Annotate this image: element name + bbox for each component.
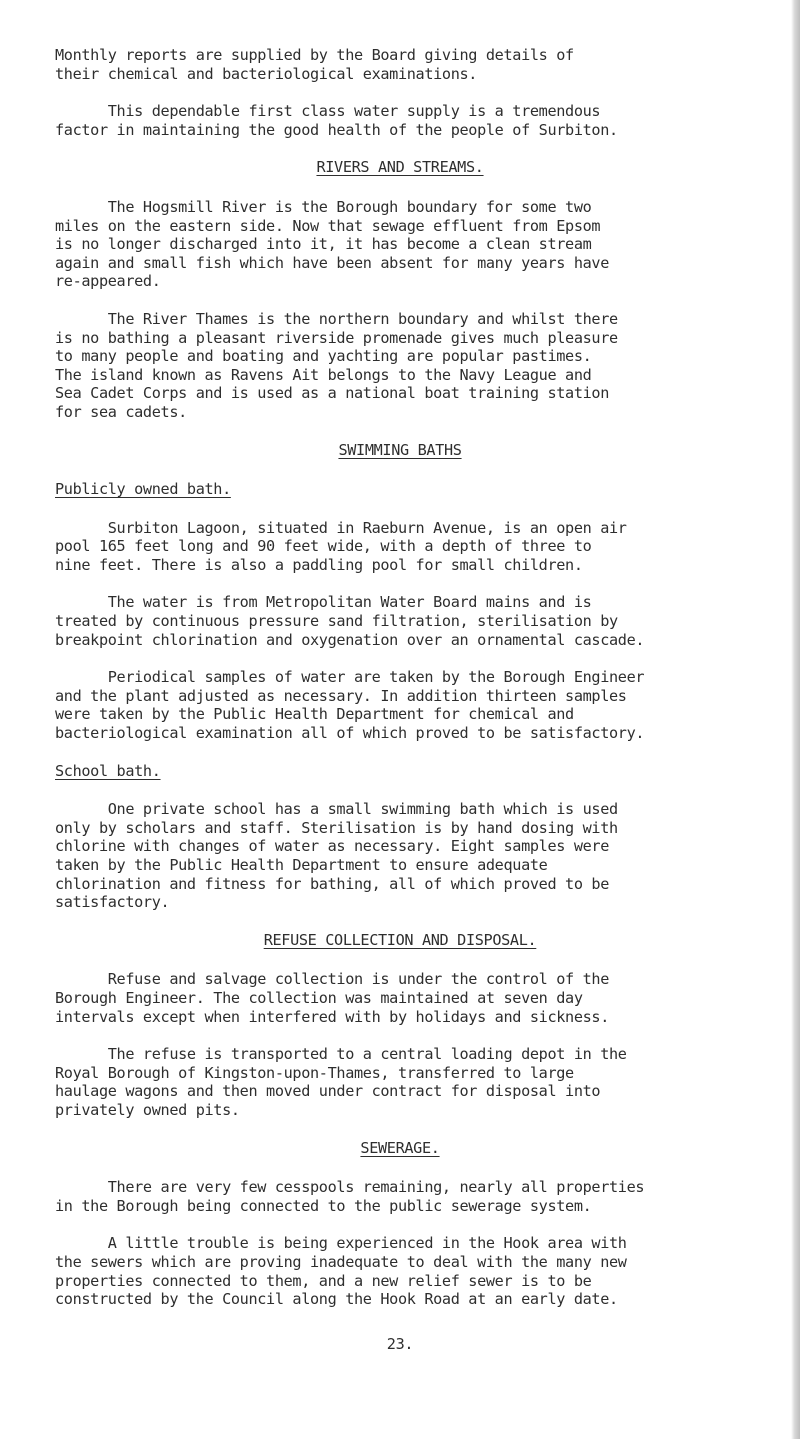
text-line: intervals except when interfered with by holidays and sickness.: [55, 1007, 610, 1026]
text-line: again and small fish which have been absent for many years have: [55, 253, 610, 272]
heading-refuse-collection: [55, 931, 745, 950]
paragraph-river-thames: [55, 310, 795, 422]
text-line: The water is from Metropolitan Water Board mains and is: [55, 593, 592, 612]
text-line: only by scholars and staff. Sterilisation is by hand dosing with: [55, 818, 618, 837]
text-line: in the Borough being connected to the public sewerage system.: [55, 1196, 592, 1215]
paragraph-water-supply: [55, 102, 795, 139]
text-line: Borough Engineer. The collection was maintained at seven day: [55, 988, 583, 1007]
heading-rivers-and-streams: [55, 158, 745, 177]
heading-text: SEWERAGE.: [360, 1138, 440, 1157]
text-line: Periodical samples of water are taken by the Borough Engineer: [55, 668, 645, 687]
text-line: constructed by the Council along the Hook Road at an early date.: [55, 1290, 618, 1309]
paragraph-periodical-samples: [55, 668, 795, 742]
subheading-publicly-owned-bath: [55, 480, 795, 499]
text-line: the sewers which are proving inadequate to deal with the many new: [55, 1252, 627, 1271]
text-line: treated by continuous pressure sand filtration, sterilisation by: [55, 612, 618, 631]
text-line: their chemical and bacteriological examinations.: [55, 64, 478, 83]
heading-text: RIVERS AND STREAMS.: [316, 158, 484, 177]
subheading-text: Publicly owned bath.: [55, 480, 231, 499]
text-line: The island known as Ravens Ait belongs to the Navy League and: [55, 365, 592, 384]
text-line: properties connected to them, and a new relief sewer is to be: [55, 1271, 592, 1290]
paragraph-hogsmill-river: [55, 198, 795, 291]
subheading-school-bath: [55, 762, 795, 781]
text-line: taken by the Public Health Department to ensure adequate: [55, 856, 548, 874]
text-line: satisfactory.: [55, 893, 170, 912]
heading-text: REFUSE COLLECTION AND DISPOSAL.: [263, 930, 537, 949]
document-page: [55, 46, 795, 1353]
heading-text: SWIMMING BATHS: [338, 440, 462, 459]
text-line: chlorination and fitness for bathing, all of which proved to be: [55, 874, 610, 893]
text-line: re-appeared.: [55, 272, 161, 291]
text-line: Royal Borough of Kingston-upon-Thames, transferred to large: [55, 1063, 574, 1082]
text-line: This dependable first class water supply is a tremendous: [55, 102, 601, 121]
text-line: The Hogsmill River is the Borough boundary for some two: [55, 197, 592, 216]
page-number: 23.: [386, 1334, 414, 1353]
text-line: pool 165 feet long and 90 feet wide, with a depth of three to: [55, 537, 592, 556]
text-line: is no bathing a pleasant riverside promenade gives much pleasure: [55, 328, 618, 347]
text-line: Monthly reports are supplied by the Board giving details of: [55, 46, 574, 64]
text-line: haulage wagons and then moved under contract for disposal into: [55, 1082, 601, 1101]
text-line: A little trouble is being experienced in the Hook area with: [55, 1234, 627, 1253]
text-line: The refuse is transported to a central loading depot in the: [55, 1045, 627, 1064]
paragraph-refuse-transport: [55, 1045, 795, 1119]
paragraph-cesspools: [55, 1178, 795, 1215]
text-line: were taken by the Public Health Department for chemical and: [55, 705, 574, 724]
text-line: nine feet. There is also a paddling pool for small children.: [55, 555, 583, 574]
text-line: for sea cadets.: [55, 402, 187, 421]
text-line: Sea Cadet Corps and is used as a national boat training station: [55, 384, 610, 403]
text-line: factor in maintaining the good health of the people of Surbiton.: [55, 120, 618, 139]
text-line: and the plant adjusted as necessary. In addition thirteen samples: [55, 686, 627, 705]
text-line: bacteriological examination all of which proved to be satisfactory.: [55, 724, 645, 743]
text-line: There are very few cesspools remaining, nearly all properties: [55, 1178, 645, 1197]
paragraph-water-reports: [55, 46, 795, 83]
paragraph-water-treatment: [55, 593, 795, 649]
paragraph-private-school-bath: [55, 800, 795, 912]
paragraph-surbiton-lagoon: [55, 519, 795, 575]
text-line: One private school has a small swimming bath which is used: [55, 800, 618, 819]
text-line: is no longer discharged into it, it has become a clean stream: [55, 235, 592, 254]
text-line: The River Thames is the northern boundary and whilst there: [55, 309, 618, 328]
paragraph-refuse-salvage: [55, 970, 795, 1026]
text-line: breakpoint chlorination and oxygenation over an ornamental cascade.: [55, 630, 645, 649]
text-line: privately owned pits.: [55, 1100, 240, 1119]
text-line: miles on the eastern side. Now that sewage effluent from Epsom: [55, 216, 601, 235]
paragraph-hook-sewers: [55, 1234, 795, 1308]
text-line: chlorine with changes of water as necessary. Eight samples were: [55, 837, 610, 856]
text-line: Refuse and salvage collection is under the control of the: [55, 970, 610, 989]
heading-sewerage: [55, 1139, 745, 1158]
heading-swimming-baths: [55, 441, 745, 460]
text-line: to many people and boating and yachting are popular pastimes.: [55, 347, 592, 366]
text-line: Surbiton Lagoon, situated in Raeburn Avenue, is an open air: [55, 518, 627, 537]
subheading-text: School bath.: [55, 761, 161, 780]
